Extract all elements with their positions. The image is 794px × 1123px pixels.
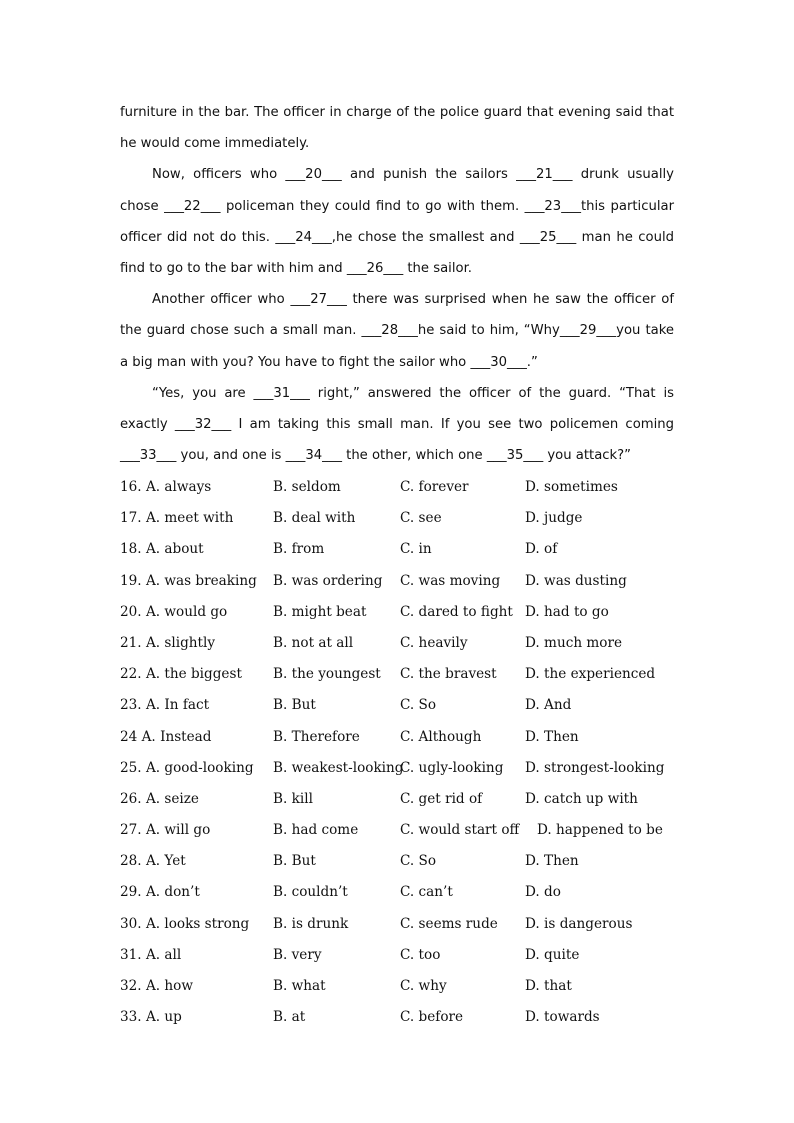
cloze-passage — [120, 97, 674, 471]
option-row — [120, 877, 680, 908]
option-a: 21. A. slightly — [120, 634, 216, 651]
option-a: 18. A. about — [120, 541, 204, 558]
option-d: D. that — [525, 978, 572, 994]
option-a: 29. A. don’t — [120, 884, 200, 901]
option-row — [120, 597, 680, 628]
option-c: C. ugly-looking — [400, 759, 504, 776]
option-b: B. weakest-looking — [273, 759, 404, 776]
option-row — [120, 690, 680, 721]
option-a: 33. A. up — [120, 1009, 182, 1026]
option-b: B. seldom — [273, 479, 341, 495]
option-a: 16. A. always — [120, 479, 212, 495]
option-c: C. forever — [400, 479, 469, 495]
passage-line: a big man with you? You have to fight the sailor who ___30___.” — [120, 354, 538, 370]
option-row — [120, 566, 680, 597]
option-c: C. So — [400, 697, 437, 714]
option-a: 19. A. was breaking — [120, 572, 257, 589]
option-b: B. Therefore — [273, 728, 360, 745]
option-d: D. Then — [525, 728, 579, 745]
option-a: 26. A. seize — [120, 790, 199, 807]
option-c: C. would start off — [400, 822, 520, 839]
option-c: C. why — [400, 978, 447, 994]
option-a: 31. A. all — [120, 946, 182, 963]
passage-line: chose ___22___ policeman they could find to go with them. ___23___this particular — [120, 198, 674, 214]
option-c: C. So — [400, 853, 437, 870]
option-row — [120, 815, 680, 846]
passage-line: he would come immediately. — [120, 136, 310, 152]
option-d: D. of — [525, 541, 558, 558]
option-b: B. very — [273, 946, 322, 963]
option-a: 25. A. good-looking — [120, 759, 254, 776]
option-row — [120, 472, 680, 503]
option-a: 27. A. will go — [120, 822, 211, 839]
option-d: D. Then — [525, 853, 579, 870]
option-d: D. had to go — [525, 603, 609, 620]
passage-line: find to go to the bar with him and ___26___ the sailor. — [120, 261, 472, 277]
option-a: 22. A. the biggest — [120, 666, 242, 683]
option-row — [120, 784, 680, 815]
option-c: C. heavily — [400, 634, 468, 651]
option-b: B. had come — [273, 822, 359, 839]
option-c: C. seems rude — [400, 915, 498, 932]
option-b: B. deal with — [273, 510, 356, 527]
passage-line: furniture in the bar. The officer in charge of the police guard that evening said that — [120, 105, 674, 120]
option-b: B. But — [273, 697, 316, 714]
option-row — [120, 722, 680, 753]
passage-line: officer did not do this. ___24___,he chose the smallest and ___25___ man he could — [120, 229, 674, 245]
option-d: D. much more — [525, 634, 623, 651]
passage-line: exactly ___32___ I am taking this small man. If you see two policemen coming — [120, 417, 674, 433]
option-a: 23. A. In fact — [120, 697, 210, 714]
option-b: B. at — [273, 1009, 306, 1026]
passage-line: ___33___ you, and one is ___34___ the other, which one ___35___ you attack?” — [120, 448, 632, 464]
passage-line: Now, officers who ___20___ and punish the sailors ___21___ drunk usually — [152, 167, 674, 183]
option-a: 24 A. Instead — [120, 728, 212, 745]
option-d: D. quite — [525, 946, 580, 963]
passage-line: “Yes, you are ___31___ right,” answered the officer of the guard. “That is — [152, 385, 674, 401]
option-row — [120, 940, 680, 971]
option-d: D. catch up with — [525, 790, 638, 807]
option-a: 30. A. looks strong — [120, 915, 250, 932]
option-a: 20. A. would go — [120, 603, 228, 620]
option-b: B. But — [273, 853, 316, 870]
option-a: 28. A. Yet — [120, 853, 186, 870]
passage-line: the guard chose such a small man. ___28___he said to him, “Why___29___you take — [120, 323, 674, 339]
option-b: B. the youngest — [273, 666, 381, 683]
option-row — [120, 909, 680, 940]
answer-options — [120, 472, 680, 1033]
option-d: D. is dangerous — [525, 915, 633, 932]
option-a: 32. A. how — [120, 978, 193, 994]
option-c: C. Although — [400, 728, 482, 745]
option-d: D. the experienced — [525, 666, 656, 683]
option-b: B. is drunk — [273, 915, 349, 932]
option-d: D. was dusting — [525, 572, 627, 589]
option-row — [120, 1002, 680, 1033]
option-d: D. sometimes — [525, 479, 618, 495]
option-row — [120, 503, 680, 534]
option-row — [120, 846, 680, 877]
option-c: C. dared to fight — [400, 603, 513, 620]
option-row — [120, 971, 680, 1002]
option-d: D. do — [525, 884, 561, 901]
option-c: C. before — [400, 1009, 464, 1026]
option-b: B. couldn’t — [273, 884, 348, 901]
option-c: C. too — [400, 946, 441, 963]
option-row — [120, 753, 680, 784]
option-b: B. kill — [273, 790, 313, 807]
option-d: D. And — [525, 697, 572, 714]
option-row — [120, 659, 680, 690]
option-a: 17. A. meet with — [120, 510, 234, 527]
option-c: C. in — [400, 541, 432, 558]
option-c: C. the bravest — [400, 666, 497, 683]
option-c: C. get rid of — [400, 790, 483, 807]
option-b: B. was ordering — [273, 572, 383, 589]
option-row — [120, 534, 680, 565]
passage-line: Another officer who ___27___ there was surprised when he saw the officer of — [152, 292, 674, 308]
option-c: C. was moving — [400, 572, 501, 589]
option-b: B. from — [273, 541, 325, 558]
option-b: B. what — [273, 978, 326, 994]
option-c: C. see — [400, 510, 442, 527]
option-row — [120, 628, 680, 659]
option-b: B. not at all — [273, 634, 354, 651]
option-c: C. can’t — [400, 884, 453, 901]
option-d: D. judge — [525, 510, 583, 527]
option-b: B. might beat — [273, 603, 367, 620]
option-d: D. towards — [525, 1009, 600, 1026]
option-d: D. happened to be — [537, 822, 663, 839]
option-d: D. strongest-looking — [525, 759, 665, 776]
